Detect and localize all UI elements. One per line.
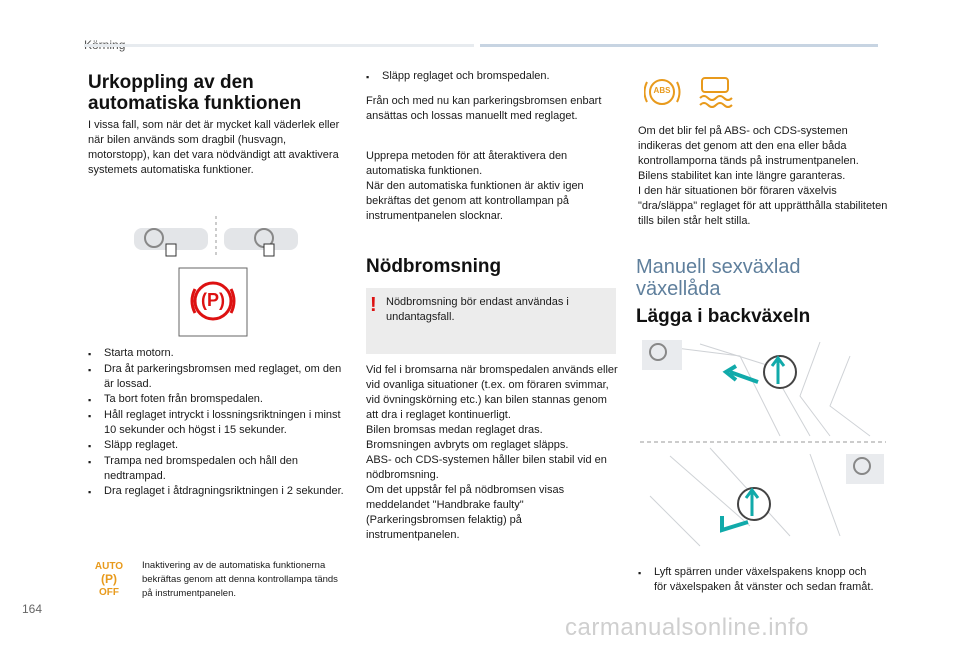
right-text-block	[638, 124, 888, 229]
step-text: Släpp reglaget.	[104, 439, 178, 451]
bullet-icon: ▪	[88, 349, 92, 359]
step-item	[88, 454, 350, 484]
step-item	[88, 408, 350, 438]
left-arrow	[726, 366, 758, 382]
gearbox-title-line2: växellåda	[636, 278, 721, 300]
emergency-body-line: Bilen bromsas medan reglaget dras.	[366, 424, 543, 436]
step-text: Ta bort foten från bromspedalen.	[104, 393, 263, 405]
right-p3: I den här situationen bör föraren växelvis "dra/släppa" reglaget för att upprätthålla stabiliteten tills bilen står helt stilla.	[638, 185, 888, 227]
emergency-body-line: Om det uppstår fel på nödbromsen visas meddelandet "Handbrake faulty" (Parkeringsbromsen felaktig) på instrumentpanelen.	[366, 484, 565, 541]
left-intro: I vissa fall, som när det är mycket kall väderlek eller när bilen används som dragbil (husvagn, motorstopp), kan det vara nödvändigt att avaktivera systemets automatiska funktioner.	[88, 119, 340, 176]
auto-off-symbol: (P)	[101, 572, 117, 586]
warning-icon: !	[370, 294, 377, 316]
forward-arrow	[722, 516, 748, 530]
emergency-brake-heading: Nödbromsning	[366, 256, 502, 277]
skid-marks	[700, 96, 732, 107]
bullet-icon: ▪	[88, 395, 92, 405]
parking-symbol: (P)	[201, 290, 225, 310]
warning-text: Nödbromsning bör endast användas i undantagsfall.	[386, 296, 569, 323]
foot-pedal-icon-right	[264, 244, 274, 256]
auto-off-line3: OFF	[99, 587, 119, 598]
foot-pedal-icon-left	[166, 244, 176, 256]
step-item	[88, 484, 350, 500]
warning-lamps	[644, 72, 754, 112]
page-number: 164	[22, 602, 43, 616]
auto-off-icon	[92, 560, 126, 599]
middle-p3: När den automatiska funktionen är aktiv igen bekräftas det genom att kontrollampan på instrumentpanelen slocknar.	[366, 180, 584, 222]
middle-step-text: Släpp reglaget och bromspedalen.	[382, 70, 550, 82]
bullet-icon: ▪	[88, 411, 92, 421]
step-text: Dra åt parkeringsbromsen med reglaget, om den är lossad.	[104, 363, 342, 390]
left-steps	[88, 346, 350, 500]
bullet-icon: ▪	[88, 365, 92, 375]
middle-p2-block	[366, 149, 616, 224]
gear-lever-illustration	[640, 336, 886, 550]
step-text: Trampa ned bromspedalen och håll den nedtrampad.	[104, 455, 299, 482]
right-step	[638, 565, 878, 595]
console-lines-top	[660, 342, 870, 436]
step-text: Starta motorn.	[104, 347, 174, 359]
emergency-brake-title	[366, 256, 501, 278]
abs-label: ABS	[653, 86, 671, 95]
auto-off-line1: AUTO	[94, 561, 124, 572]
step-item	[88, 346, 350, 362]
auto-off-note: Inaktivering av de automatiska funktionerna bekräftas genom att denna kontrollampa tänds på instrumentpanelen.	[142, 560, 338, 599]
emergency-body-line: Bromsningen avbryts om reglaget släpps.	[366, 439, 569, 451]
bullet-icon: ▪	[366, 72, 370, 82]
left-title-line2: automatiska funktionen	[88, 93, 302, 114]
gearbox-title-line1: Manuell sexväxlad	[636, 256, 801, 278]
step-text: Håll reglaget intryckt i lossningsriktningen i minst 10 sekunder och högst i 15 sekunder.	[104, 409, 341, 436]
bullet-icon: ▪	[88, 457, 92, 467]
step-item	[88, 438, 350, 454]
gear-lever-diagram	[640, 336, 886, 550]
emergency-body-line: ABS- och CDS-systemen håller bilen stabil vid en nödbromsning.	[366, 454, 607, 481]
emergency-body	[366, 363, 618, 543]
middle-p2: Upprepa metoden för att återaktivera den automatiska funktionen.	[366, 150, 568, 177]
right-p2: Bilens stabilitet kan inte längre garanteras.	[638, 170, 846, 182]
bullet-icon: ▪	[88, 441, 92, 451]
step-item	[88, 362, 350, 392]
parking-brake-diagram	[134, 214, 302, 338]
reverse-gear-heading: Lägga i backväxeln	[636, 306, 811, 327]
bullet-icon: ▪	[88, 487, 92, 497]
emergency-body-line: Vid fel i bromsarna när bromspedalen används eller vid ovanliga situationer (t.ex. om föraren svimmar, vid övningskörning etc.) kan bilen stannas genom att dra i reglaget kontinuerligt.	[366, 364, 618, 421]
warning-box	[366, 288, 616, 354]
gearbox-section-title	[636, 256, 801, 300]
parking-brake-illustration	[134, 214, 302, 338]
step-text: Dra reglaget i åtdragningsriktningen i 2 sekunder.	[104, 485, 344, 497]
bullet-icon: ▪	[638, 568, 642, 578]
watermark: carmanualsonline.info	[565, 614, 809, 641]
header-rule-right	[480, 44, 878, 47]
left-title-line1: Urkoppling av den	[88, 72, 254, 93]
stability-lamp-icon	[702, 78, 728, 92]
middle-p1: Från och med nu kan parkeringsbromsen enbart ansättas och lossas manuellt med reglaget.	[366, 95, 602, 122]
reverse-gear-title	[636, 306, 810, 328]
header-rule-left	[84, 44, 474, 47]
right-step-text: Lyft spärren under växelspakens knopp och för växelspaken åt vänster och sedan framåt.	[654, 566, 874, 593]
left-title	[88, 72, 348, 114]
right-p1: Om det blir fel på ABS- och CDS-systemen indikeras det genom att den ena eller båda kontrollamporna tänds på instrumentpanelen.	[638, 125, 859, 167]
step-item	[88, 392, 350, 408]
middle-step	[366, 69, 616, 85]
